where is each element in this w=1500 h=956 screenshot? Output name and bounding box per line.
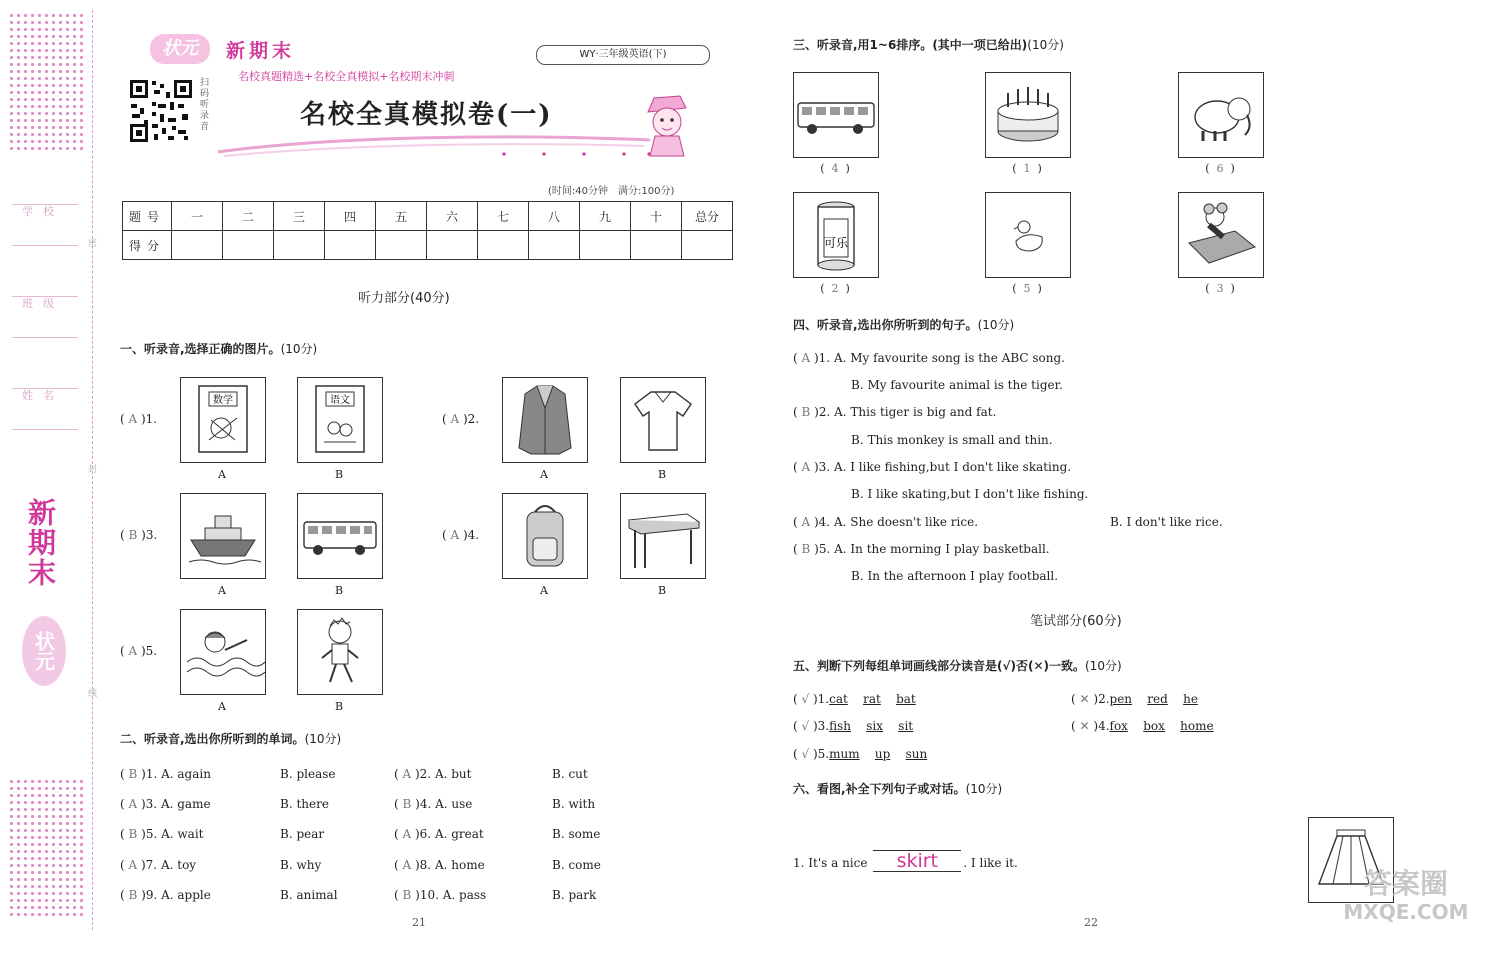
s2-item-2-b: B. cut [552, 767, 588, 781]
book-tag: WY·三年级英语(下) [536, 45, 710, 65]
score-cell[interactable] [478, 231, 529, 260]
margin-char-line: 线 [88, 689, 98, 699]
title-swoosh [214, 130, 654, 160]
s3-order-3: ( 6 ) [1205, 162, 1235, 175]
s1-q4-option-b-desk[interactable] [620, 493, 706, 579]
chinese-book-icon [298, 378, 382, 462]
score-cell[interactable] [631, 231, 682, 260]
s3-order-6: ( 3 ) [1205, 282, 1235, 295]
coat-icon [503, 378, 587, 462]
s1-q3-option-a-label: A [218, 584, 226, 597]
duck-icon [986, 193, 1070, 277]
s2-item-8: ( A )8. A. home [394, 858, 485, 872]
brand-logo: 状元 [150, 34, 210, 64]
s1-q5-option-b-boy[interactable] [297, 609, 383, 695]
score-cell[interactable] [427, 231, 478, 260]
s3-picture-cola[interactable] [793, 192, 879, 278]
s1-q4-option-a-schoolbag[interactable] [502, 493, 588, 579]
score-cell[interactable] [325, 231, 376, 260]
watermark: 答案圈 MXQE.COM [1343, 867, 1469, 924]
decorative-dots-bottom [8, 778, 86, 918]
s1-q4-option-b-label: B [657, 584, 667, 597]
section6-title: 六、看图,补全下列句子或对话。(10分) [793, 782, 1003, 796]
boy-icon [298, 610, 382, 694]
page-number-left: 21 [412, 916, 426, 929]
s3-picture-elephant[interactable] [1178, 72, 1264, 158]
s3-order-4: ( 2 ) [820, 282, 850, 295]
s2-item-3-b: B. there [280, 797, 329, 811]
shirt-icon [621, 378, 705, 462]
score-col: 六 [427, 202, 478, 231]
s1-question-3: ( B )3. [120, 528, 158, 542]
s4-item-5-b: B. In the afternoon I play football. [851, 569, 1059, 583]
score-col: 总分 [682, 202, 733, 231]
elephant-icon [1179, 73, 1263, 157]
score-col: 七 [478, 202, 529, 231]
s6-answer-blank[interactable]: skirt [873, 850, 961, 872]
s2-item-8-b: B. come [552, 858, 601, 872]
s1-question-1: ( A )1. [120, 412, 158, 426]
school-field[interactable]: 学校 [12, 204, 78, 246]
s4-item-2-b: B. This monkey is small and thin. [851, 433, 1053, 447]
schoolbag-icon [503, 494, 587, 578]
chinese-book-label: 语文 [330, 395, 350, 406]
s4-item-1: ( A )1. A. My favourite song is the ABC song. [793, 351, 1065, 365]
cake-icon [986, 73, 1070, 157]
s2-item-3: ( A )3. A. game [120, 797, 211, 811]
s1-q5-option-a-label: A [218, 700, 226, 713]
math-book-label: 数学 [213, 395, 233, 406]
s2-item-7-b: B. why [280, 858, 322, 872]
cola-can-icon [794, 193, 878, 277]
s2-item-1-b: B. please [280, 767, 336, 781]
s1-q3-option-b-bus[interactable] [297, 493, 383, 579]
s5-item-3: ( √ )3.fish six sit [793, 719, 914, 733]
s1-q3-option-a-ship[interactable] [180, 493, 266, 579]
s3-picture-duck[interactable] [985, 192, 1071, 278]
series-title: 新期末 [226, 40, 296, 62]
s1-q2-option-a-coat[interactable] [502, 377, 588, 463]
written-title: 笔试部分(60分) [1030, 614, 1122, 629]
s1-q1-option-b-chinese-book[interactable] [297, 377, 383, 463]
score-col: 八 [529, 202, 580, 231]
swimming-icon [181, 610, 265, 694]
score-col: 九 [580, 202, 631, 231]
math-book-icon [181, 378, 265, 462]
s4-item-4: ( A )4. A. She doesn't like rice. [793, 515, 979, 529]
s4-item-5: ( B )5. A. In the morning I play basketball. [793, 542, 1050, 556]
s2-item-4: ( B )4. A. use [394, 797, 473, 811]
section5-title: 五、判断下列每组单词画线部分读音是(√)否(✕)一致。(10分) [793, 659, 1122, 673]
sidebar-brand-logo: 状元 [22, 616, 66, 686]
score-cell[interactable] [580, 231, 631, 260]
desk-icon [621, 494, 705, 578]
subtitle: 名校真题精选+名校全真模拟+名校期末冲刺 [238, 70, 455, 83]
s1-q1-option-a-math-book[interactable] [180, 377, 266, 463]
s1-question-2: ( A )2. [442, 412, 480, 426]
s1-question-4: ( A )4. [442, 528, 480, 542]
s1-q3-option-b-label: B [334, 584, 344, 597]
s1-question-5: ( A )5. [120, 644, 158, 658]
mouse-in-bag-icon [1179, 193, 1263, 277]
name-field[interactable]: 姓名 [12, 388, 78, 430]
section2-title: 二、听录音,选出你所听到的单词。(10分) [120, 732, 342, 746]
s1-q4-option-a-label: A [540, 584, 548, 597]
page-number-right: 22 [1084, 916, 1098, 929]
s1-q5-option-a-swimming[interactable] [180, 609, 266, 695]
score-cell[interactable] [274, 231, 325, 260]
s1-q2-option-a-label: A [540, 468, 548, 481]
score-col: 四 [325, 202, 376, 231]
bus-icon [794, 73, 878, 157]
score-col: 三 [274, 202, 325, 231]
s3-order-5: ( 5 ) [1012, 282, 1042, 295]
margin-char-seal: 密 [88, 239, 98, 249]
ship-icon [181, 494, 265, 578]
s4-item-3: ( A )3. A. I like fishing,but I don't like skating. [793, 460, 1072, 474]
s2-item-10-b: B. park [552, 888, 597, 902]
s4-item-2: ( B )2. A. This tiger is big and fat. [793, 405, 997, 419]
score-col: 一 [172, 202, 223, 231]
section1-title: 一、听录音,选择正确的图片。(10分) [120, 342, 318, 356]
s3-picture-cake[interactable] [985, 72, 1071, 158]
score-cell[interactable] [376, 231, 427, 260]
s2-item-4-b: B. with [552, 797, 596, 811]
listening-title: 听力部分(40分) [358, 291, 450, 306]
s1-q2-option-b-label: B [657, 468, 667, 481]
s2-item-5: ( B )5. A. wait [120, 827, 204, 841]
s6-question-1: 1. It's a nice skirt . I like it. [793, 850, 1018, 872]
score-col: 五 [376, 202, 427, 231]
mascot-icon [640, 92, 694, 158]
qr-code-icon [128, 78, 194, 144]
time-info: (时间:40分钟 满分:100分) [548, 186, 675, 197]
s2-item-7: ( A )7. A. toy [120, 858, 197, 872]
score-label-score: 得分 [123, 231, 172, 260]
score-header-row [123, 202, 733, 231]
s5-item-1: ( √ )1.cat rat bat [793, 692, 916, 706]
score-value-row [123, 231, 733, 260]
paper-title: 名校全真模拟卷(一) [300, 100, 553, 130]
s5-item-5: ( √ )5.mum up sun [793, 747, 928, 761]
score-cell[interactable] [172, 231, 223, 260]
bus-icon [298, 494, 382, 578]
score-table [122, 201, 733, 260]
s3-picture-mouse-bag[interactable] [1178, 192, 1264, 278]
score-col: 十 [631, 202, 682, 231]
section4-title: 四、听录音,选出你所听到的句子。(10分) [793, 318, 1015, 332]
score-cell[interactable] [682, 231, 733, 260]
score-cell[interactable] [529, 231, 580, 260]
s3-order-1: ( 4 ) [820, 162, 850, 175]
margin-char-close: 封 [88, 465, 98, 475]
score-label-question: 题号 [123, 202, 172, 231]
scan-hint: 扫码听录音 [200, 78, 210, 132]
s1-q1-option-b-label: B [334, 468, 344, 481]
s2-item-6: ( A )6. A. great [394, 827, 484, 841]
s4-item-4-b: B. I don't like rice. [1110, 515, 1223, 529]
s2-item-9-b: B. animal [280, 888, 338, 902]
qr-code[interactable] [128, 78, 194, 144]
s1-q2-option-b-shirt[interactable] [620, 377, 706, 463]
s4-item-3-b: B. I like skating,but I don't like fishing. [851, 487, 1089, 501]
class-field[interactable]: 班级 [12, 296, 78, 338]
cola-label: 可乐 [823, 236, 849, 250]
s2-item-10: ( B )10. A. pass [394, 888, 487, 902]
section3-title: 三、听录音,用1~6排序。(其中一项已给出)(10分) [793, 38, 1064, 52]
s4-item-1-b: B. My favourite animal is the tiger. [851, 378, 1063, 392]
s3-picture-bus[interactable] [793, 72, 879, 158]
s2-item-1: ( B )1. A. again [120, 767, 211, 781]
s2-item-5-b: B. pear [280, 827, 325, 841]
sidebar-brand-main: 新期末 [24, 498, 57, 588]
s5-item-4: ( ✕ )4.fox box home [1071, 719, 1214, 733]
s5-item-2: ( ✕ )2.pen red he [1071, 692, 1198, 706]
decorative-dots-top [8, 12, 86, 154]
score-cell[interactable] [223, 231, 274, 260]
s1-q5-option-b-label: B [334, 700, 344, 713]
s3-order-2: ( 1 ) [1012, 162, 1042, 175]
s2-item-2: ( A )2. A. but [394, 767, 472, 781]
s1-q1-option-a-label: A [218, 468, 226, 481]
score-col: 二 [223, 202, 274, 231]
s2-item-9: ( B )9. A. apple [120, 888, 211, 902]
s2-item-6-b: B. some [552, 827, 601, 841]
